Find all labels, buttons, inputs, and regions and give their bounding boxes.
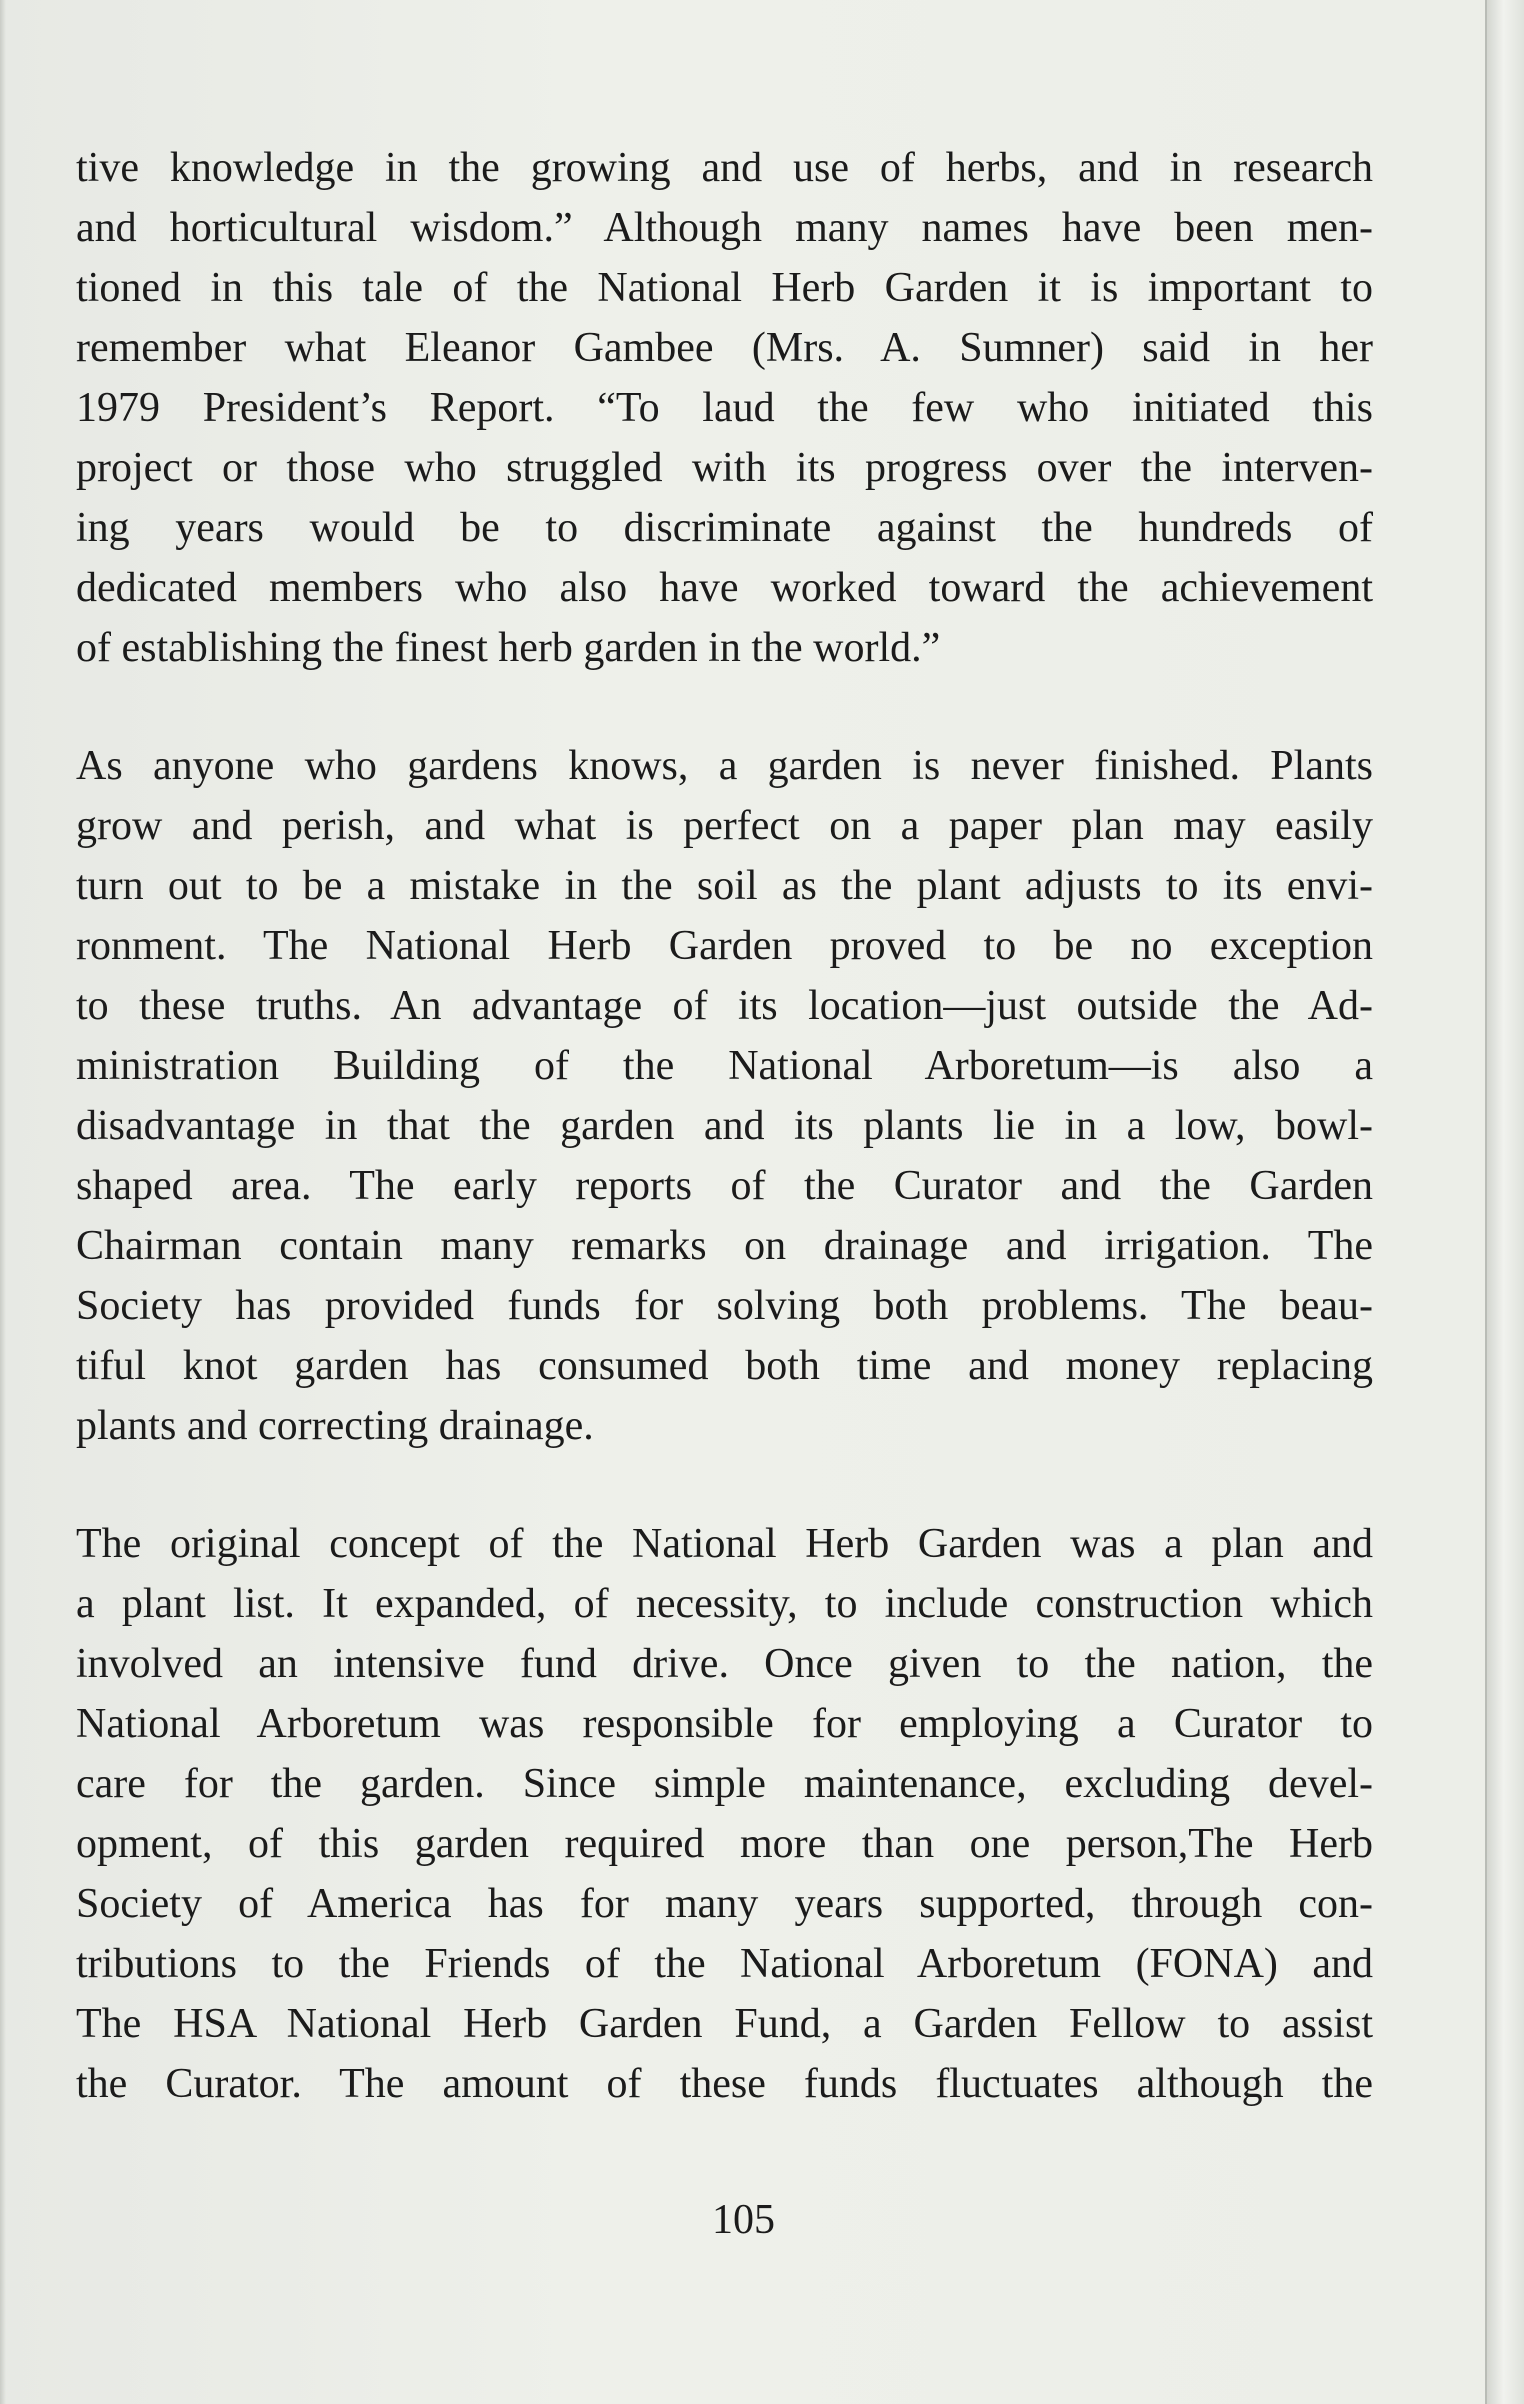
text-line: project or those who struggled with its progress over the interven- <box>76 445 1373 491</box>
text-line: remember what Eleanor Gambee (Mrs. A. Sumner) said in her <box>76 325 1373 371</box>
text-line: care for the garden. Since simple maintenance, excluding devel- <box>76 1761 1373 1807</box>
text-line: ministration Building of the National Arboretum—is also a <box>76 1043 1373 1089</box>
text-line: involved an intensive fund drive. Once given to the nation, the <box>76 1641 1373 1687</box>
text-line: shaped area. The early reports of the Curator and the Garden <box>76 1163 1373 1209</box>
text-line: Society has provided funds for solving both problems. The beau- <box>76 1283 1373 1329</box>
text-line: The HSA National Herb Garden Fund, a Garden Fellow to assist <box>76 2001 1373 2047</box>
text-line: disadvantage in that the garden and its plants lie in a low, bowl- <box>76 1103 1373 1149</box>
text-line: turn out to be a mistake in the soil as the plant adjusts to its envi- <box>76 863 1373 909</box>
text-line: ing years would be to discriminate against the hundreds of <box>76 505 1373 551</box>
paragraph-1 <box>76 138 1373 678</box>
text-line: National Arboretum was responsible for employing a Curator to <box>76 1701 1373 1747</box>
paragraph-3 <box>76 1514 1373 2114</box>
text-line: tioned in this tale of the National Herb Garden it is important to <box>76 265 1373 311</box>
text-line: and horticultural wisdom.” Although many names have been men- <box>76 205 1373 251</box>
text-line: to these truths. An advantage of its location—just outside the Ad- <box>76 983 1373 1029</box>
paragraph-2 <box>76 736 1373 1456</box>
adjacent-page-edge <box>1485 0 1524 2404</box>
text-line: grow and perish, and what is perfect on a paper plan may easily <box>76 803 1373 849</box>
text-line: Society of America has for many years supported, through con- <box>76 1881 1373 1927</box>
text-line: plants and correcting drainage. <box>76 1403 594 1449</box>
text-line: tive knowledge in the growing and use of herbs, and in research <box>76 145 1373 191</box>
text-line: Chairman contain many remarks on drainage and irrigation. The <box>76 1223 1373 1269</box>
text-line: ronment. The National Herb Garden proved to be no exception <box>76 923 1373 969</box>
text-line: tributions to the Friends of the National Arboretum (FONA) and <box>76 1941 1373 1987</box>
text-line: tiful knot garden has consumed both time and money replacing <box>76 1343 1373 1389</box>
text-line: As anyone who gardens knows, a garden is never finished. Plants <box>76 743 1373 789</box>
page-left-edge <box>0 0 6 2404</box>
text-line: the Curator. The amount of these funds fluctuates although the <box>76 2061 1373 2107</box>
text-line: The original concept of the National Herb Garden was a plan and <box>76 1521 1373 1567</box>
text-line: 1979 President’s Report. “To laud the few who initiated this <box>76 385 1373 431</box>
text-line: dedicated members who also have worked toward the achievement <box>76 565 1373 611</box>
page-number: 105 <box>712 2197 775 2243</box>
text-line: a plant list. It expanded, of necessity, to include construction which <box>76 1581 1373 1627</box>
text-line: of establishing the finest herb garden in the world.” <box>76 625 941 671</box>
text-line: opment, of this garden required more than one person,The Herb <box>76 1821 1373 1867</box>
